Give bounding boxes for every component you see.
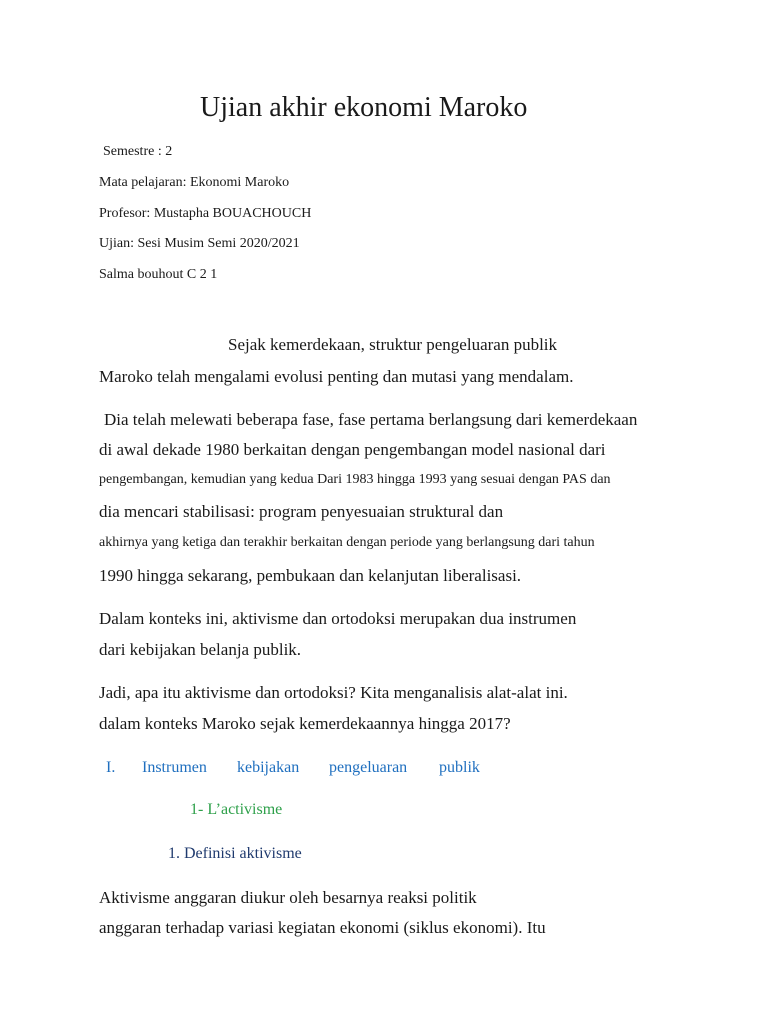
- definition-heading: 1. Definisi aktivisme: [168, 845, 302, 862]
- paragraph-line: Sejak kemerdekaan, struktur pengeluaran publik: [228, 335, 558, 354]
- document-title: Ujian akhir ekonomi Maroko: [200, 92, 528, 123]
- paragraph-line: dari kebijakan belanja publik.: [99, 640, 302, 659]
- exam-line: Ujian: Sesi Musim Semi 2020/2021: [99, 236, 300, 251]
- paragraph-line: dalam konteks Maroko sejak kemerdekaannya hingga 2017?: [99, 714, 511, 733]
- semester-line: Semestre : 2: [103, 144, 173, 159]
- section-number: I.: [106, 759, 116, 776]
- paragraph-line: dia mencari stabilisasi: program penyesuaian struktural dan: [99, 502, 504, 521]
- paragraph-line: Dia telah melewati beberapa fase, fase pertama berlangsung dari kemerdekaan: [104, 410, 638, 429]
- professor-line: Profesor: Mustapha BOUACHOUCH: [99, 206, 312, 221]
- paragraph-line: Maroko telah mengalami evolusi penting dan mutasi yang mendalam.: [99, 367, 574, 386]
- subject-line: Mata pelajaran: Ekonomi Maroko: [99, 175, 290, 190]
- paragraph-line: Jadi, apa itu aktivisme dan ortodoksi? Kita menganalisis alat-alat ini.: [99, 683, 568, 702]
- paragraph-line: anggaran terhadap variasi kegiatan ekonomi (siklus ekonomi). Itu: [99, 918, 546, 937]
- paragraph-line: pengembangan, kemudian yang kedua Dari 1983 hingga 1993 yang sesuai dengan PAS dan: [99, 472, 611, 487]
- student-line: Salma bouhout C 2 1: [99, 267, 218, 282]
- paragraph-line: di awal dekade 1980 berkaitan dengan pengembangan model nasional dari: [99, 440, 606, 459]
- paragraph-line: Aktivisme anggaran diukur oleh besarnya reaksi politik: [99, 888, 477, 907]
- section-word: publik: [439, 759, 480, 776]
- subsection-heading: 1- L’activisme: [190, 801, 283, 818]
- section-word: pengeluaran: [329, 759, 408, 776]
- paragraph-line: Dalam konteks ini, aktivisme dan ortodoksi merupakan dua instrumen: [99, 609, 577, 628]
- section-word: kebijakan: [237, 759, 300, 776]
- section-word: Instrumen: [142, 759, 207, 776]
- paragraph-line: akhirnya yang ketiga dan terakhir berkaitan dengan periode yang berlangsung dari tahun: [99, 535, 595, 550]
- paragraph-line: 1990 hingga sekarang, pembukaan dan kelanjutan liberalisasi.: [99, 566, 522, 585]
